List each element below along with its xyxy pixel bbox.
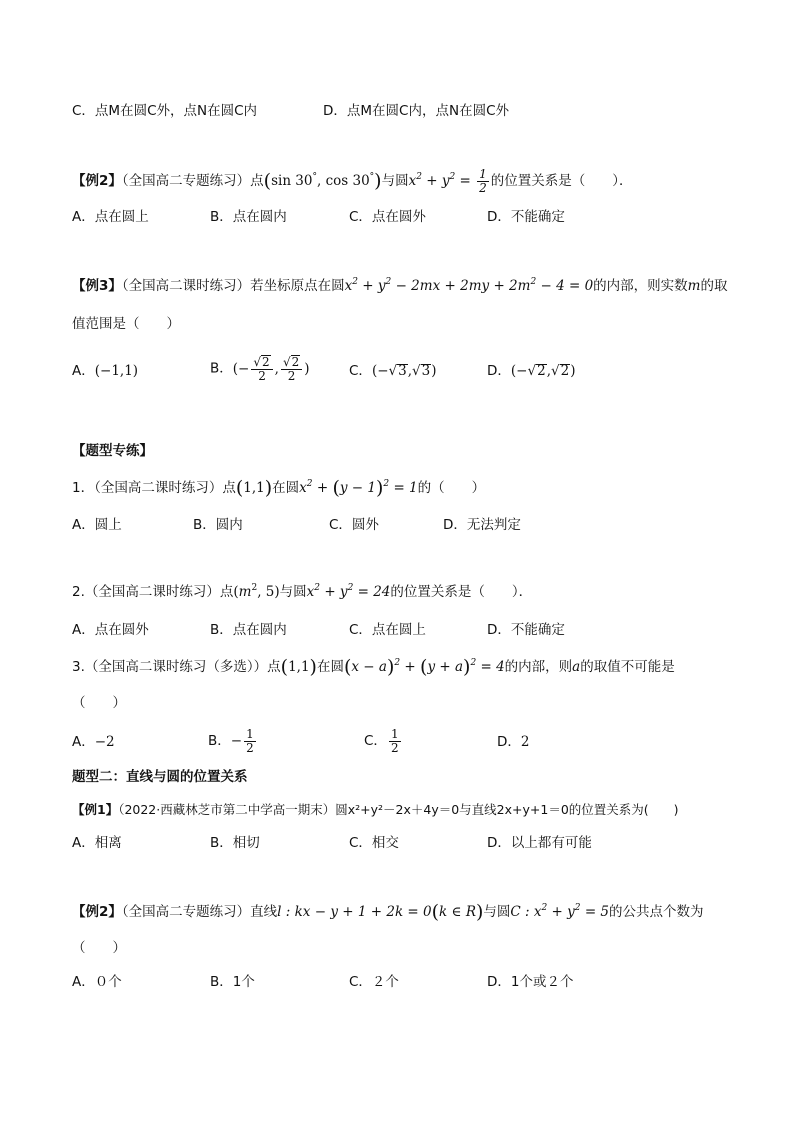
ex3-q-tail: 的取 [700,278,728,294]
practice-q3-point: (1,1) [280,656,317,678]
ex3-option-a[interactable]: A．(−1,1) [72,363,139,379]
ex2-q-post: 的位置关系是（ ）． [490,173,633,189]
practice-heading: 【题型专练】 [72,443,153,459]
type2-ex2-mid: 与圆 [483,904,511,920]
practice-q1-post: 的（ ） [417,480,486,496]
ex2-q-mid: 与圆 [381,173,409,189]
ex2-option-d[interactable]: D．不能确定 [487,209,565,225]
ex3-source: （全国高二课时练习） [121,278,251,294]
ex2-option-c[interactable]: C．点在圆外 [349,209,426,225]
practice-q2-option-b[interactable]: B．点在圆内 [210,622,287,638]
type2-ex2-tag: 【例2】 [72,904,122,920]
ex2-source: （全国高二专题练习） [121,173,251,189]
practice-q1-option-d[interactable]: D．无法判定 [443,517,521,533]
practice-q2-mid: 与圆 [279,584,307,600]
ex2-circle-formula: $x^2 + y^2$ = $\frac{1}{2}$ [408,167,487,195]
practice-q1-pre: 1．（全国高二课时练习）点 [72,480,236,496]
practice-q3-post: 的内部，则 [504,659,573,675]
practice-q3-option-c[interactable]: C． $\frac{1}{2}$ [364,727,399,755]
type2-ex1-option-b[interactable]: B．相切 [210,835,260,851]
practice-q1 [72,478,485,498]
practice-q1-point: (1,1) [235,477,273,499]
type2-ex2-circle-formula: C : $x^2 + y^2 = 5$ [510,903,610,920]
type2-heading: 题型二：直线与圆的位置关系 [72,769,248,785]
practice-q2-pre: 2.（全国高二课时练习）点 [72,584,234,600]
ex2-q-pre: 点 [250,173,264,189]
type2-ex1-option-c[interactable]: C．相交 [349,835,399,851]
practice-q3-circle: $(x - a)^2 + (y + a)^2 = 4$ [343,656,505,678]
type2-ex1-option-d[interactable]: D．以上都有可能 [487,835,592,851]
practice-q2-option-d[interactable]: D．不能确定 [487,622,565,638]
practice-q1-circle: $x^2 + (y - 1)^2 = 1$ [299,477,418,499]
ex3-option-d[interactable]: D．(−√2,√2) [487,363,576,379]
practice-q2-option-c[interactable]: C．点在圆上 [349,622,426,638]
type2-ex2-option-b[interactable]: B．1个 [210,974,255,990]
ex3-question-line2: 值范围是（ ） [72,316,180,332]
practice-q2-post: 的位置关系是（ ）． [390,584,533,600]
ex3-question [72,276,727,296]
practice-q3-line2: （ ） [72,695,126,711]
ex2-point-formula: (sin 30°, cos 30°) [263,170,382,192]
prev-option-d[interactable]: D．点M在圆C内，点N在圆C外 [323,103,509,119]
type2-ex2-option-a[interactable]: A．０个 [72,974,122,990]
practice-q3-pre: 3.（全国高二课时练习（多选））点 [72,659,281,675]
practice-q3-variable-a: a [572,659,581,675]
type2-ex1-tag: 【例1】 [72,802,119,817]
prev-option-c[interactable]: C．点M在圆C外，点N在圆C内 [72,103,258,119]
practice-q3-mid: 在圆 [316,659,344,675]
type2-ex2-option-c[interactable]: C．２个 [349,974,399,990]
type2-ex2-question [72,902,704,922]
practice-q1-option-b[interactable]: B．圆内 [193,517,243,533]
type2-ex2-post: 的公共点个数为 [609,904,704,920]
practice-q1-option-c[interactable]: C．圆外 [329,517,379,533]
type2-ex2-source: （全国高二专题练习）直线 [121,904,278,920]
practice-q1-mid: 在圆 [272,480,300,496]
practice-q3-tail: 的取值不可能是 [580,659,675,675]
ex3-circle-formula: $x^2 + y^2 - 2mx + 2my + 2m^2 - 4 = 0$ [344,277,594,294]
ex3-option-c[interactable]: C．(−√3,√3) [349,363,437,379]
type2-ex2-line2: （ ） [72,940,126,956]
ex3-variable-m: m [687,278,701,294]
ex2-question [72,168,633,195]
type2-ex1-option-a[interactable]: A．相离 [72,835,122,851]
practice-q3-option-d[interactable]: D．2 [497,734,530,750]
type2-ex1-text: （2022·西藏林芝市第二中学高一期末）圆x²+y²－2x＋4y＝0与直线2x+y+1＝0的位置关系为( ) [118,802,679,817]
ex3-option-b[interactable]: B．(− $\frac{√2}{2}$ , $\frac{√2}{2}$ ) [210,355,310,383]
practice-q2-point: ($m^2$, 5) [233,583,280,600]
practice-q3 [72,657,675,677]
ex2-tag: 【例2】 [72,173,122,189]
type2-ex1-question [72,800,679,820]
practice-q3-option-b[interactable]: B．− $\frac{1}{2}$ [208,727,254,755]
ex2-option-a[interactable]: A．点在圆上 [72,209,149,225]
ex3-q-pre: 若坐标原点在圆 [250,278,345,294]
practice-q2-circle: $x^2 + y^2 = 24$ [306,583,391,600]
practice-q2 [72,582,532,602]
ex3-q-post: 的内部，则实数 [593,278,688,294]
type2-ex2-line-formula: l : kx − y + 1 + 2k = 0(k ∈ R) [277,901,484,923]
ex2-option-b[interactable]: B．点在圆内 [210,209,287,225]
practice-q2-option-a[interactable]: A．点在圆外 [72,622,149,638]
ex3-tag: 【例3】 [72,278,122,294]
practice-q1-option-a[interactable]: A．圆上 [72,517,122,533]
practice-q3-option-a[interactable]: A．−2 [72,734,115,750]
type2-ex2-option-d[interactable]: D．1个或２个 [487,974,574,990]
